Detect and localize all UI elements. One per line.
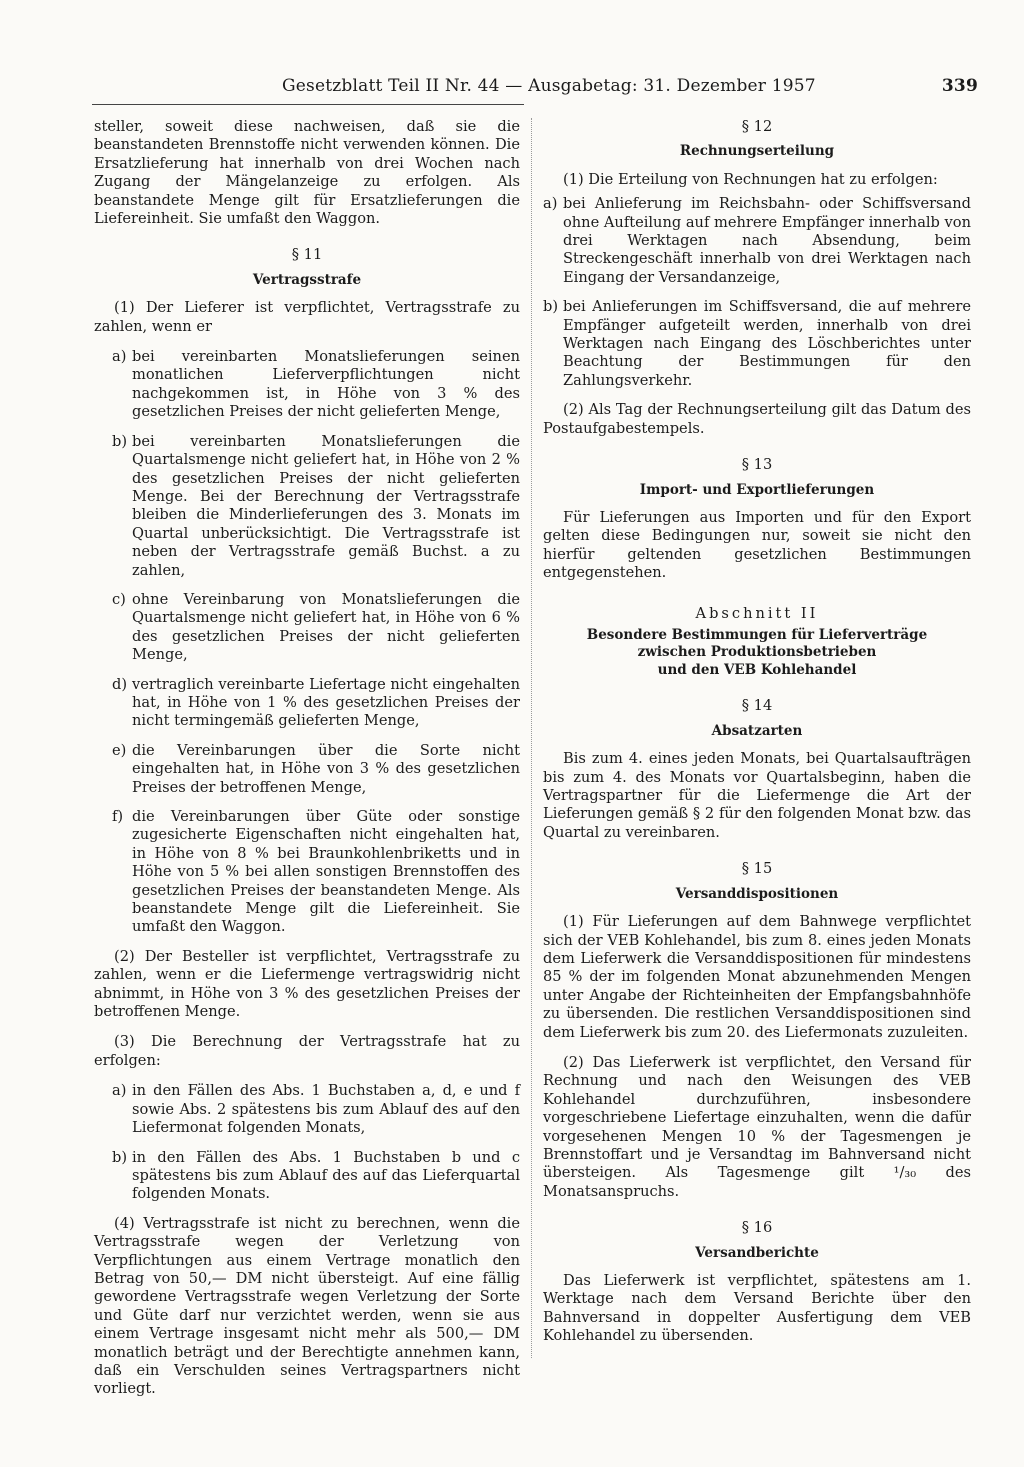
section-title: Versandberichte (695, 1244, 819, 1261)
paragraph: (2) Als Tag der Rechnungserteilung gilt das Datum des Postaufgabestempels. (543, 401, 971, 437)
section-number: § 16 (741, 1219, 773, 1237)
item-text: in den Fällen des Abs. 1 Buchstaben b und c spätestens bis zum Ablauf des auf das Lieferquartal folgenden Monats. (132, 1148, 520, 1203)
item-label: b) (112, 432, 128, 450)
section-number: § 14 (741, 697, 773, 715)
page-number: 339 (941, 76, 978, 96)
part-title-line: und den VEB Kohlehandel (657, 661, 857, 678)
section-title: Absatzarten (711, 722, 803, 739)
item-label: a) (112, 1082, 127, 1100)
item-text: die Vereinbarungen über Güte oder sonstige zugesicherte Eigenschaften nicht eingehalten hat, in Höhe von 8 % bei Braunkohlenbriketts und in Höhe von 5 % bei allen sonstigen Brennstoffen des gesetzlichen Preises der beanstandeten Menge. Als beanstandete Menge gilt die Liefereinheit. Sie umfaßt den Waggon. (132, 808, 520, 936)
paragraph: (2) Das Lieferwerk ist verpflichtet, den Versand für Rechnung und nach den Weisungen des VEB Kohlehandel durchzuführen, insbesondere vorgeschriebene Liefertage einzuhalten, wenn die dafür vorgesehenen Mengen 10 % der Tagesmengen je Brennstoffart und je Versandtag im Bahnversand nicht übersteigen. Als Tagesmenge gilt ¹/₃₀ des Monatsanspruchs. (543, 1053, 971, 1200)
item-text: vertraglich vereinbarte Liefertage nicht eingehalten hat, in Höhe von 1 % des gesetzlichen Preises der nicht termingemäß gelieferten Menge, (132, 675, 520, 730)
item-text: bei Anlieferungen im Schiffsversand, die auf mehrere Empfänger aufgeteilt werden, innerhalb von drei Werktagen nach Eingang des Löschberichtes unter Beachtung der Bestimmungen für den Zahlungsverkehr. (563, 298, 971, 389)
section-number: § 11 (291, 246, 323, 264)
paragraph: (1) Für Lieferungen auf dem Bahnwege verpflichtet sich der VEB Kohlehandel, bis zum 8. eines jeden Monats dem Lieferwerk die Versanddispositionen für mindestens 85 % der im folgenden Monat abzunehmenden Mengen unter Angabe der Richteinheiten der Empfangsbahnhöfe zu übersenden. Die restlichen Versanddispositionen sind dem Lieferwerk bis zum 20. des Liefermonats zuzuleiten. (543, 913, 971, 1041)
list-item (94, 433, 520, 580)
list-item (94, 676, 520, 731)
list-item (94, 1082, 520, 1137)
list-item (543, 195, 971, 287)
left-column (94, 118, 520, 1411)
part-heading: Abschnitt II (695, 604, 819, 622)
item-text: in den Fällen des Abs. 1 Buchstaben a, d, e und f sowie Abs. 2 spätestens bis zum Ablauf des auf den Liefermonat folgenden Monats, (132, 1082, 520, 1137)
item-text: bei Anlieferung im Reichsbahn- oder Schiffsversand ohne Aufteilung auf mehrere Empfänger innerhalb von drei Werktagen nach Absendung, beim Streckengeschäft innerhalb von drei Werktagen nach Eingang der Versandanzeige, (563, 195, 971, 286)
list-item (543, 298, 971, 390)
list-item (94, 591, 520, 665)
part-title-line: zwischen Produktionsbetrieben (637, 644, 877, 661)
paragraph: Bis zum 4. eines jeden Monats, bei Quartalsaufträgen bis zum 4. des Monats vor Quartalsbeginn, haben die Vertragspartner für die Liefermenge die Art der Lieferungen gemäß § 2 für den folgenden Monat bzw. das Quartal zu vereinbaren. (543, 750, 971, 841)
item-text: bei vereinbarten Monatslieferungen seinen monatlichen Lieferverpflichtungen nicht nachgekommen ist, in Höhe von 3 % des gesetzlichen Preises der nicht gelieferten Menge, (132, 348, 520, 421)
paragraph: Für Lieferungen aus Importen und für den Export gelten diese Bedingungen nur, soweit sie nicht den hierfür geltenden gesetzlichen Bestimmungen entgegenstehen. (543, 508, 971, 582)
item-label: b) (543, 298, 559, 316)
item-text: bei vereinbarten Monatslieferungen die Quartalsmenge nicht geliefert hat, in Höhe von 2 % des gesetzlichen Preises der nicht gelieferten Menge. Bei der Berechnung der Vertragsstrafe bleiben die Minderlieferungen des 3. Monats im Quartal unberücksichtigt. Die Vertragsstrafe ist neben der Vertragsstrafe gemäß Buchst. a zu zahlen, (132, 432, 520, 579)
section-title: Versanddispositionen (675, 885, 839, 902)
page-header (92, 72, 978, 102)
header-rule (92, 104, 524, 105)
paragraph: (1) Der Lieferer ist verpflichtet, Vertragsstrafe zu zahlen, wenn er (94, 299, 520, 335)
intro-paragraph: steller, soweit diese nachweisen, daß sie die beanstandeten Brennstoffe nicht verwenden können. Die Ersatzlieferung hat innerhalb von drei Wochen nach Zugang der Mängelanzeige zu erfolgen. Als beanstandete Menge gilt für Ersatzlieferungen die Liefereinheit. Sie umfaßt den Waggon. (94, 118, 520, 228)
list-item (94, 742, 520, 797)
paragraph: Das Lieferwerk ist verpflichtet, spätestens am 1. Werktage nach dem Versand Berichte über den Bahnversand in doppelter Ausfertigung dem VEB Kohlehandel zu übersenden. (543, 1272, 971, 1345)
part-title (543, 627, 971, 680)
part-title-line: Besondere Bestimmungen für Lieferverträge (586, 626, 928, 643)
column-divider (531, 118, 532, 1358)
paragraph: (3) Die Berechnung der Vertragsstrafe hat zu erfolgen: (94, 1033, 520, 1069)
item-label: e) (112, 741, 127, 759)
paragraph: (2) Der Besteller ist verpflichtet, Vertragsstrafe zu zahlen, wenn er die Liefermenge vertragswidrig nicht abnimmt, in Höhe von 3 % des gesetzlichen Preises der betroffenen Menge. (94, 947, 520, 1021)
item-label: c) (112, 590, 126, 608)
section-number: § 13 (741, 456, 773, 474)
item-text: ohne Vereinbarung von Monatslieferungen die Quartalsmenge nicht geliefert hat, in Höhe von 6 % des gesetzlichen Preises der nicht gelieferten Menge, (132, 590, 520, 664)
paragraph: (4) Vertragsstrafe ist nicht zu berechnen, wenn die Vertragsstrafe wegen der Verletzung von Verpflichtungen aus einem Vertrage monatlich den Betrag von 50,— DM nicht übersteigt. Auf eine fällig gewordene Vertragsstrafe wegen Verletzung der Sorte und Güte darf nur verzichtet werden, wenn sie aus einem Vertrage insgesamt nicht mehr als 500,— DM monatlich beträgt und der Berechtigte annehmen kann, daß ein Verschulden seines Vertragspartners nicht vorliegt. (94, 1214, 520, 1398)
item-label: b) (112, 1148, 128, 1166)
item-text: die Vereinbarungen über die Sorte nicht eingehalten hat, in Höhe von 3 % des gesetzlichen Preises der betroffenen Menge, (132, 741, 520, 796)
list-item (94, 1149, 520, 1204)
list-item (94, 348, 520, 422)
section-title: Vertragsstrafe (252, 271, 362, 288)
item-label: d) (112, 675, 128, 693)
item-label: a) (112, 348, 127, 366)
header-title: Gesetzblatt Teil II Nr. 44 — Ausgabetag: 31. Dezember 1957 (282, 76, 816, 96)
item-label: f) (112, 808, 124, 825)
item-label: a) (543, 195, 558, 213)
paragraph: (1) Die Erteilung von Rechnungen hat zu erfolgen: (563, 170, 938, 188)
section-title: Rechnungserteilung (679, 143, 835, 160)
section-number: § 15 (741, 860, 773, 878)
section-number: § 12 (741, 118, 773, 135)
section-title: Import- und Exportlieferungen (639, 481, 875, 498)
list-item (94, 808, 520, 937)
right-column (543, 118, 971, 1358)
